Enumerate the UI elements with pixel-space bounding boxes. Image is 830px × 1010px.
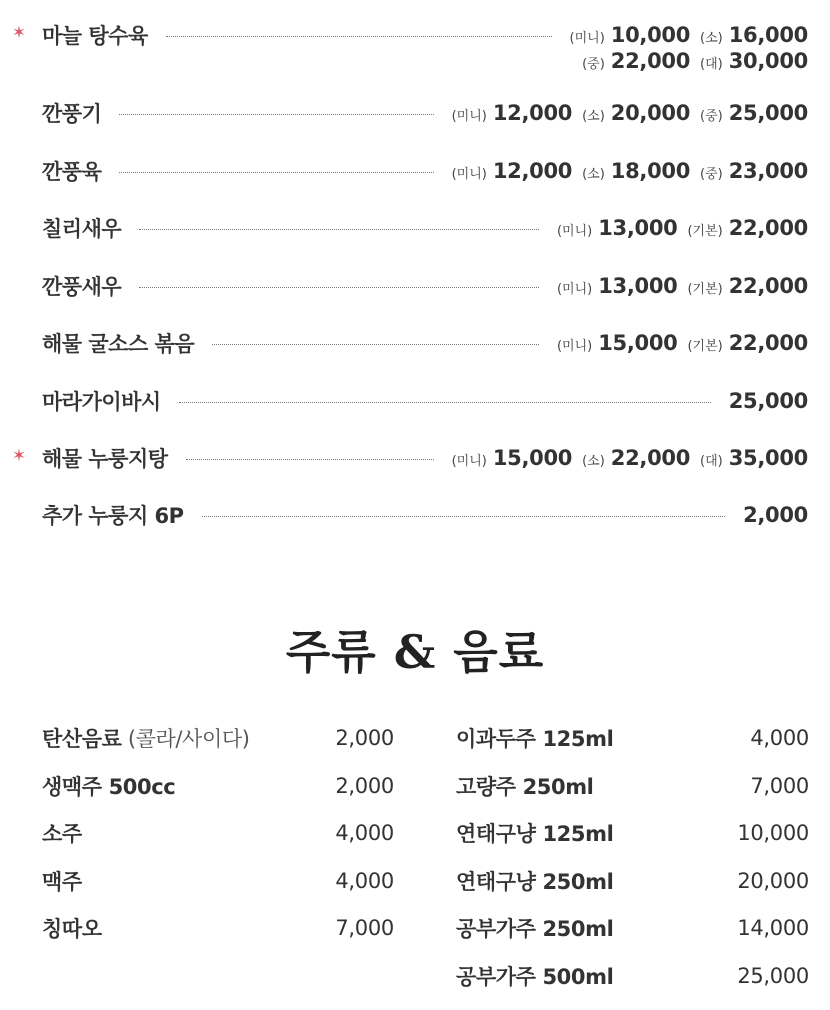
menu-item-name: 해물 누룽지탕: [42, 447, 168, 471]
size-label: (중): [700, 167, 723, 182]
size-label: (미니): [569, 31, 605, 46]
dotted-leader: [119, 172, 433, 173]
menu-item-prices: [557, 216, 808, 240]
dotted-leader: [166, 36, 552, 37]
price-option: [452, 101, 573, 125]
drink-item: [42, 770, 394, 802]
price-amount: 15,000: [492, 446, 573, 470]
menu-item: [42, 98, 808, 128]
drink-price: 7,000: [750, 773, 809, 798]
star-icon: ✶: [11, 446, 27, 466]
price-option: [582, 49, 690, 73]
price-option: [582, 159, 690, 183]
drink-price: 2,000: [335, 726, 394, 750]
drink-name: 공부가주 500ml: [456, 964, 614, 989]
price-option: [582, 101, 690, 125]
size-label: (대): [700, 454, 723, 469]
menu-item: [42, 328, 808, 358]
drink-price: 4,000: [750, 726, 809, 750]
price-option: [582, 446, 690, 470]
drink-item: [42, 865, 394, 897]
size-label: (중): [700, 109, 723, 124]
drink-item: [456, 817, 809, 849]
size-label: (미니): [556, 282, 593, 297]
drink-name: [42, 866, 82, 896]
drink-price: 10,000: [737, 821, 809, 845]
price-option: [687, 331, 808, 355]
drink-item: [42, 912, 394, 944]
price-option: [687, 216, 808, 240]
price-option: [700, 101, 808, 125]
size-label: (미니): [556, 224, 593, 239]
drink-name-text: 생맥주 500cc: [42, 774, 176, 799]
drink-price: 20,000: [737, 868, 809, 893]
drink-price: 2,000: [335, 773, 394, 798]
menu-item: [42, 271, 808, 301]
menu-item-name: 깐풍기: [42, 102, 102, 126]
price-amount: 12,000: [492, 101, 573, 125]
drink-price: 4,000: [335, 868, 394, 893]
drink-name-text: 맥주: [42, 869, 82, 894]
size-label: (소): [582, 167, 605, 182]
menu-item-name: 마늘 탕수육: [42, 24, 148, 48]
size-label: (미니): [451, 109, 487, 124]
price-amount: 23,000: [728, 159, 808, 183]
dotted-leader: [119, 114, 433, 115]
size-label: (소): [582, 454, 605, 469]
size-label: (미니): [556, 339, 593, 354]
drink-price: 25,000: [737, 963, 809, 988]
price-amount: 13,000: [598, 274, 678, 298]
price-amount: 22,000: [728, 331, 808, 355]
menu-item: [11, 20, 808, 50]
price-amount: 22,000: [728, 216, 808, 240]
menu-item: [42, 156, 808, 186]
menu-item-prices-second-line: [582, 49, 808, 73]
menu-item-name: 추가 누룽지 6P: [42, 504, 184, 528]
menu-item-prices: [557, 274, 808, 298]
menu-item-prices: [729, 389, 808, 413]
dotted-leader: [139, 229, 539, 230]
section-title: 주류 & 음료: [285, 625, 545, 679]
price-amount: 30,000: [728, 49, 808, 73]
drink-name: [42, 771, 175, 801]
drink-item: [456, 912, 809, 944]
menu-item-name: 깐풍새우: [42, 275, 122, 299]
price-option: [452, 446, 573, 470]
price-option: [700, 49, 808, 73]
drink-item: [42, 722, 394, 754]
menu-item-prices: [570, 23, 808, 47]
drink-name: 연태구냥 250ml: [456, 869, 614, 894]
drink-name: 이과두주 125ml: [456, 727, 614, 751]
price-option: [700, 446, 808, 470]
drink-item: [456, 865, 809, 897]
dotted-leader: [202, 516, 726, 517]
menu-item-prices: [452, 159, 808, 183]
price-amount: 16,000: [728, 23, 808, 47]
drink-name: [42, 723, 250, 753]
drink-name: 연태구냥 125ml: [456, 822, 614, 846]
price-amount: 22,000: [610, 49, 691, 73]
size-label: (중): [582, 57, 605, 72]
size-label: (대): [700, 57, 723, 72]
price-amount: 12,000: [492, 159, 573, 183]
price-amount: 35,000: [728, 446, 808, 470]
price-option: [700, 23, 808, 47]
drink-item: [456, 722, 809, 754]
drink-name-text: 탄산음료: [42, 727, 122, 751]
drink-item: [42, 817, 394, 849]
price-option: [743, 503, 808, 527]
dotted-leader: [179, 402, 711, 403]
drink-price: 14,000: [737, 916, 809, 940]
price-amount: 20,000: [610, 101, 691, 125]
size-label: (소): [700, 31, 723, 46]
menu-item: [11, 443, 808, 473]
price-amount: 22,000: [728, 274, 808, 298]
drink-name-text: 소주: [42, 822, 82, 846]
price-amount: 25,000: [728, 389, 808, 413]
price-option: [570, 23, 691, 47]
price-amount: 18,000: [610, 159, 691, 183]
drink-name-text: 칭따오: [42, 917, 102, 941]
size-label: (미니): [451, 167, 487, 182]
menu-item: [42, 386, 808, 416]
price-option: [452, 159, 573, 183]
menu-item: [42, 500, 808, 530]
menu-item-prices: [452, 101, 808, 125]
size-label: (미니): [451, 454, 487, 469]
size-label: (기본): [687, 282, 723, 297]
price-option: [557, 331, 678, 355]
price-amount: 10,000: [610, 23, 691, 47]
price-option: [557, 216, 678, 240]
menu-item-name: 칠리새우: [42, 217, 122, 241]
menu-item: [42, 213, 808, 243]
size-label: (소): [582, 109, 605, 124]
menu-item-name: 해물 굴소스 볶음: [42, 332, 195, 356]
price-option: [729, 389, 808, 413]
size-label: (기본): [687, 224, 723, 239]
price-amount: 2,000: [743, 503, 808, 527]
price-option: [687, 274, 808, 298]
drink-item: [456, 770, 809, 802]
drink-name: [42, 913, 102, 943]
size-label: (기본): [687, 339, 723, 354]
price-amount: 22,000: [610, 446, 691, 470]
price-option: [700, 159, 808, 183]
menu-item-prices: [743, 503, 808, 527]
drink-name: [42, 818, 82, 848]
menu-item-name: 깐풍육: [42, 160, 102, 184]
dotted-leader: [212, 344, 539, 345]
drink-price: 4,000: [335, 821, 394, 845]
drink-name: 공부가주 250ml: [456, 917, 614, 941]
price-option: [557, 274, 678, 298]
dotted-leader: [139, 287, 539, 288]
drink-name: 고량주 250ml: [456, 774, 594, 799]
drink-item: [456, 960, 809, 992]
menu-item-prices: [557, 331, 808, 355]
menu-item-prices: [452, 446, 808, 470]
dotted-leader: [186, 459, 434, 460]
drink-note: (콜라/사이다): [121, 727, 250, 751]
price-amount: 15,000: [598, 331, 678, 355]
star-icon: ✶: [11, 23, 27, 43]
menu-item-name: 마라가이바시: [42, 390, 161, 414]
price-amount: 13,000: [598, 216, 678, 240]
price-amount: 25,000: [728, 101, 808, 125]
drink-price: 7,000: [335, 916, 394, 940]
